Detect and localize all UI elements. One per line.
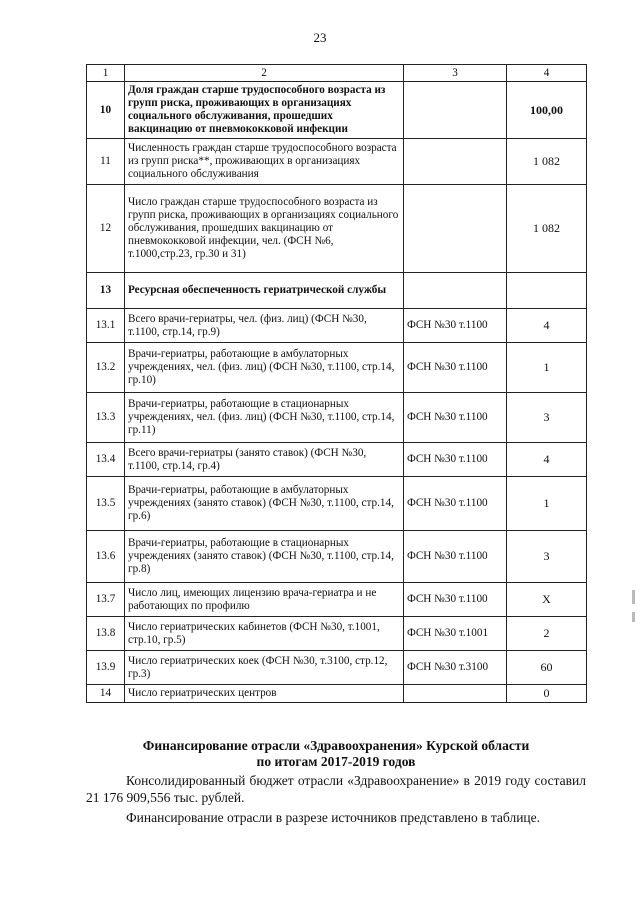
row-number: 13.2 [87,343,125,393]
table-row [87,685,587,703]
row-number: 11 [87,139,125,185]
page-number: 23 [313,30,327,45]
row-value: 100,00 [507,82,587,139]
scan-edge-mark [632,612,635,622]
row-indicator: Врачи-гериатры, работающие в стационарных учреждениях, чел. (физ. лиц) (ФСН №30, т.1100, стр.14, гр.11) [125,393,404,443]
row-source [404,139,507,185]
row-number: 13.1 [87,309,125,343]
table-header-row [87,65,587,82]
table-row [87,309,587,343]
row-source [404,82,507,139]
row-indicator: Ресурсная обеспеченность гериатрической службы [125,273,404,309]
row-indicator: Число гериатрических кабинетов (ФСН №30, т.1001, стр.10, гр.5) [125,617,404,651]
row-number: 13.7 [87,583,125,617]
row-number: 13.9 [87,651,125,685]
row-indicator: Врачи-гериатры, работающие в амбулаторных учреждениях (занято ставок) (ФСН №30, т.1100, стр.14, гр.6) [125,477,404,531]
row-number: 13.5 [87,477,125,531]
table-row [87,273,587,309]
row-value [507,273,587,309]
title-line-2: по итогам 2017-2019 годов [256,754,416,769]
row-indicator: Доля граждан старше трудоспособного возраста из групп риска, проживающих в организациях социального обслуживания, прошедших вакцинацию от пневмококковой инфекции [125,82,404,139]
row-source: ФСН №30 т.3100 [404,651,507,685]
sources-paragraph: Финансирование отрасли в разрезе источников представлено в таблице. [126,810,541,825]
row-value: 1 082 [507,185,587,273]
table-row [87,583,587,617]
row-indicator: Всего врачи-гериатры (занято ставок) (ФСН №30, т.1100, стр.14, гр.4) [125,443,404,477]
row-source: ФСН №30 т.1100 [404,477,507,531]
row-value: 1 [507,343,587,393]
row-source: ФСН №30 т.1100 [404,309,507,343]
row-number: 13.6 [87,531,125,583]
scan-edge-mark [632,590,635,604]
table-row [87,651,587,685]
row-value: Х [507,583,587,617]
row-value: 1 [507,477,587,531]
table-row [87,185,587,273]
row-number: 13 [87,273,125,309]
table-row [87,82,587,139]
row-indicator: Число гериатрических коек (ФСН №30, т.3100, стр.12, гр.3) [125,651,404,685]
row-indicator: Численность граждан старше трудоспособного возраста из групп риска**, проживающих в организациях социального обслуживания [125,139,404,185]
row-number: 14 [87,685,125,703]
row-source: ФСН №30 т.1001 [404,617,507,651]
row-indicator: Всего врачи-гериатры, чел. (физ. лиц) (ФСН №30, т.1100, стр.14, гр.9) [125,309,404,343]
row-number: 10 [87,82,125,139]
table-row [87,393,587,443]
row-number: 13.3 [87,393,125,443]
header-cell: 1 [87,65,125,82]
table-row [87,531,587,583]
table-row [87,139,587,185]
row-source: ФСН №30 т.1100 [404,393,507,443]
table-row [87,617,587,651]
row-indicator: Число гериатрических центров [125,685,404,703]
header-cell: 2 [125,65,404,82]
indicators-table [86,64,587,703]
row-value: 4 [507,309,587,343]
row-value: 3 [507,393,587,443]
row-indicator: Число граждан старше трудоспособного возраста из групп риска, проживающих в организациях социального обслуживания, прошедших вакцинацию от пневмококковой инфекции, чел. (ФСН №6, т.1000,стр.23, гр.30 и 31) [125,185,404,273]
row-value: 2 [507,617,587,651]
header-cell: 4 [507,65,587,82]
table-row [87,477,587,531]
row-source: ФСН №30 т.1100 [404,583,507,617]
row-value: 1 082 [507,139,587,185]
row-source: ФСН №30 т.1100 [404,343,507,393]
row-value: 4 [507,443,587,477]
row-value: 0 [507,685,587,703]
row-source [404,273,507,309]
row-value: 3 [507,531,587,583]
row-number: 13.8 [87,617,125,651]
row-number: 12 [87,185,125,273]
table-row [87,443,587,477]
budget-paragraph: Консолидированный бюджет отрасли «Здравоохранение» в 2019 году составил 21 176 909,556 тыс. рублей. [86,773,586,805]
financing-title [86,738,586,770]
row-number: 13.4 [87,443,125,477]
row-source: ФСН №30 т.1100 [404,531,507,583]
header-cell: 3 [404,65,507,82]
row-indicator: Число лиц, имеющих лицензию врача-гериатра и не работающих по профилю [125,583,404,617]
row-value: 60 [507,651,587,685]
table-row [87,343,587,393]
row-source: ФСН №30 т.1100 [404,443,507,477]
title-line-1: Финансирование отрасли «Здравоохранения» Курской области [142,738,530,753]
row-indicator: Врачи-гериатры, работающие в амбулаторных учреждениях, чел. (физ. лиц) (ФСН №30, т.1100, стр.14, гр.10) [125,343,404,393]
row-source [404,685,507,703]
row-source [404,185,507,273]
row-indicator: Врачи-гериатры, работающие в стационарных учреждениях (занято ставок) (ФСН №30, т.1100, стр.14, гр.8) [125,531,404,583]
